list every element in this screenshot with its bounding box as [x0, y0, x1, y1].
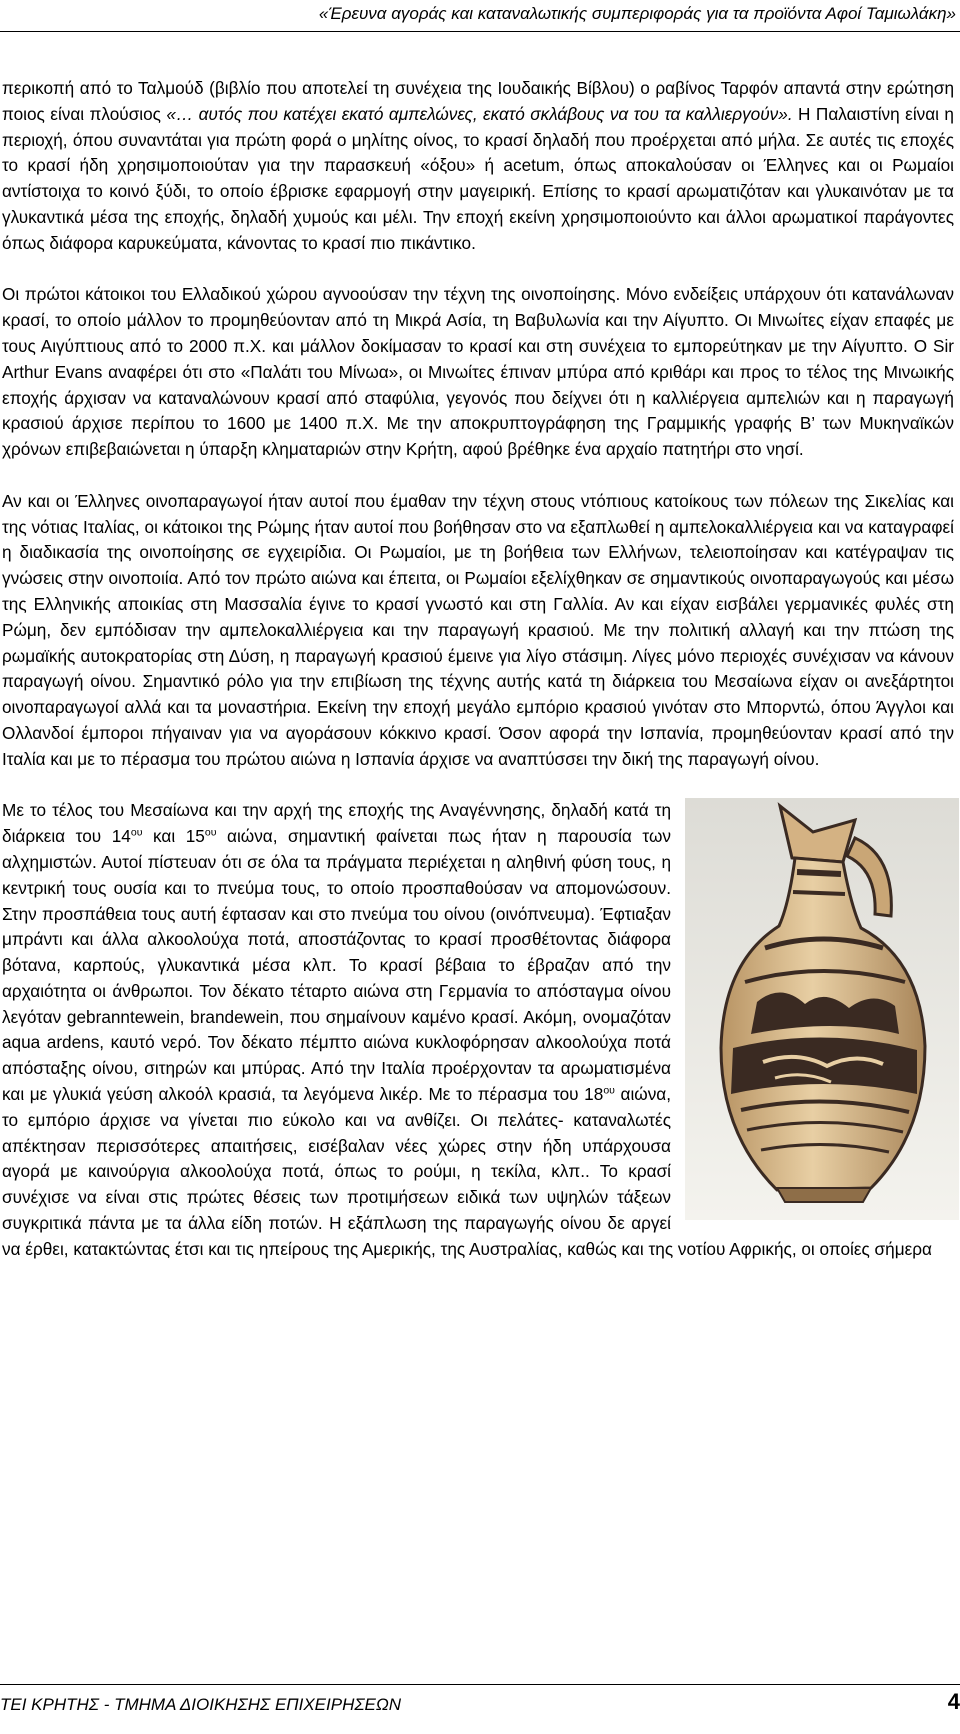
running-header: «Έρευνα αγοράς και καταναλωτικής συμπεριφοράς για τα προϊόντα Αφοί Ταμιωλάκη»: [318, 4, 956, 23]
paragraph-1-start: περικοπή από το Ταλμούδ (βιβλίο που αποτελεί τη συνέχεια της Ιουδαικής Βίβλου) ο ραβίνος Ταρφόν απαντά στην ερώτηση ποιος είναι πλούσιος: [2, 78, 954, 124]
ordinal-suffix: ου: [204, 826, 217, 839]
minoan-jug-figure: [685, 798, 959, 1220]
header-rule: [0, 31, 960, 32]
page-number: 4: [947, 1689, 960, 1714]
paragraph-2: Οι πρώτοι κάτοικοι του Ελλαδικού χώρου αγνοούσαν την τέχνη της οινοποίησης. Μόνο ενδείξεις υπάρχουν ότι κατανάλωναν κρασί, το οποίο μάλλον το προμηθεύονταν από τη Μικρά Ασία, τη Βαβυλωνία και την Αίγυπτο. Οι Μινωίτες είχαν επαφές με τους Αιγύπτιους από το 2000 π.Χ. και μάλλον δοκίμασαν το κρασί και στη συνέχεια το εμπορεύτηκαν με την Αίγυπτο. Ο Sir Arthur Evans αναφέρει ότι στο «Παλάτι του Μίνωα», οι Μινωίτες έπιναν μπύρα από κριθάρι και προς το τέλος της Μινωικής εποχής άρχισαν να καταναλώνουν κρασί από σταφύλια, γεγονός που δείχνει ότι η καλλιέργεια αμπελιών και η παραγωγή κρασιού άρχισε περίπου το 1600 με 1400 π.Χ. Με την αποκρυπτογράφηση της Γραμμικής γραφής Β’ των Μυκηναϊκών χρόνων επιβεβαιώνεται η ύπαρξη κληματαριών στην Κρήτη, αφού βρέθηκε ένα αρχαίο πατητήρι στο νησί.: [2, 284, 954, 460]
ordinal-suffix: ου: [130, 826, 143, 839]
body-text: [2, 76, 954, 1288]
paragraph-1-end: Η Παλαιστίνη είναι η περιοχή, όπου συναντάται για πρώτη φορά ο μηλίτης οίνος, το κρασί δηλαδή που προέρχεται από μήλα. Σε αυτές τις εποχές το κρασί ήδη χρησιμοποιούταν για την παρασκευή «όξου» ή acetum, όπως αποκαλούσαν οι Έλληνες και οι Ρωμαίοι αντίστοιχα το κοινό ξύδι, το οποίο έβρισκε εφαρμογή στην μαγειρική. Επίσης το κρασί αρωματιζόταν και γλυκαινόταν με τα γλυκαντικά μέσα της εποχής, δηλαδή χυμούς και μέλι. Την εποχή εκείνη χρησιμοποιούντο και άλλοι αρωματικοί παράγοντες όπως διάφορα καρυκεύματα, κάνοντας το κρασί πιο πικάντικο.: [2, 103, 954, 253]
ordinal-suffix: ου: [603, 1084, 615, 1097]
paragraph-1: [2, 76, 954, 257]
minoan-jug-image: [685, 798, 959, 1220]
paragraph-3: Αν και οι Έλληνες οινοπαραγωγοί ήταν αυτοί που έμαθαν την τέχνη στους ντόπιους κατοίκους των πόλεων της Σικελίας και της νότιας Ιταλίας, οι κάτοικοι της Ρώμης ήταν αυτοί που βοήθησαν στο να εξαπλωθεί η αμπελοκαλλιέργεια και να καταγραφεί η διαδικασία της οινοποίησης σε εγχειρίδια. Οι Ρωμαίοι, με τη βοήθεια των Ελλήνων, τελειοποίησαν και κατέγραψαν τις γνώσεις στην οινοποιία. Από τον πρώτο αιώνα και έπειτα, οι Ρωμαίοι εξελίχθηκαν σε σημαντικούς οινοπαραγωγούς και μέσω της Ελληνικής αποικίας στη Μασσαλία έγινε το κρασί γνωστό και στη Γαλλία. Αν και είχαν εισβάλει γερμανικές φυλές στη Ρώμη, δεν εμπόδισαν την αμπελοκαλλιέργεια και την παραγωγή κρασιού. Με την πολιτική αλλαγή και την πτώση της ρωμαϊκής αυτοκρατορίας στη Δύση, η παραγωγή κρασιού έμεινε για λίγο στάσιμη. Λίγες μόνο περιοχές συνέχισαν να κάνουν παραγωγή οίνου. Σημαντικό ρόλο για την επιβίωση της τέχνης αυτής κατά τη διάρκεια του Μεσαίωνα είχαν οι ανεξάρτητοι οινοπαραγωγοί αλλά και τα μοναστήρια. Εκείνη την εποχή μεγάλο εμπόριο κρασιού γινόταν στο Μπορντώ, όπου Άγγλοι και Ολλανδοί έμποροι πήγαιναν για να αγοράσουν κόκκινο κρασί. Όσον αφορά την Ισπανία, προμηθεύονταν κρασί από την Ιταλία και με το πέρασμα του πρώτου αιώνα η Ισπανία άρχισε να αναπτύσσει την δική της παραγωγή οίνου.: [2, 490, 954, 769]
talmud-quote: «… αυτός που κατέχει εκατό αμπελώνες, εκατό σκλάβους να του τα καλλιεργούν».: [166, 103, 793, 124]
footer-rule: [0, 1684, 960, 1685]
footer-institution: ΤΕΙ ΚΡΗΤΗΣ - ΤΜΗΜΑ ΔΙΟΙΚΗΣΗΣ ΕΠΙΧΕΙΡΗΣΕΩΝ: [0, 1695, 402, 1714]
paragraph-4: Με το τέλος του Μεσαίωνα και την αρχή της εποχής της Αναγέννησης, δηλαδή κατά τη διάρκεια του $14^{o\upsilon}$ και $15^{o\upsilon}$ αιώνα, σημαντική φαίνεται πως ήταν η παρουσία των αλχημιστών. Αυτοί πίστευαν ότι σε όλα τα πράγματα περιέχεται η αληθινή φύση τους, η κεντρική τους ουσία και το πνεύμα τους, το οποίο προσπαθούσαν να απομονώσουν. Στην προσπάθεια τους αυτή έφτασαν και στο πνεύμα του οίνου (οινόπνευμα). Έφτιαξαν μπράντι και άλλα αλκοολούχα ποτά, αποστάζοντας το κρασί προσθέτοντας διάφορα βότανα, καρπούς, γλυκαντικά μέσα κλπ. Το κρασί βέβαια το έβραζαν από την αρχαιότητα οι άνθρωποι. Τον δέκατο τέταρτο αιώνα στη Γερμανία το απόσταγμα οίνου λεγόταν gebranntewein, brandewein, που σημαίνουν καμένο κρασί. Ακόμη, ονομαζόταν aqua ardens, καυτό νερό. Τον δέκατο πέμπτο αιώνα κυκλοφόρησαν αλκοολούχα ποτά απόσταξης οίνου, σιτηρών και μπύρας. Από την Ιταλία προέρχονταν τα αρωματισμένα και με γλυκιά γεύση αλκοόλ κρασιά, τα λεγόμενα λικέρ. Με το πέρασμα του $18^{o\upsilon}$ αιώνα, το εμπόριο άρχισε να γίνεται πιο εύκολο και να ανθίζει. Οι πελάτες- καταναλωτές απέκτησαν περισσότερες απαιτήσεις, εισέβαλαν νέες χώρες στην ήδη υπάρχουσα αγορά με καινούργια αλκοολούχα ποτά, όπως το ρούμι, η τεκίλα, κλπ.. Το κρασί συνέχισε να είναι στις πρώτες θέσεις των προτιμήσεων ειδικά των υψηλών τάξεων συγκριτικά πάντα με τα άλλα είδη ποτών. Η εξάπλωση της παραγωγής οίνου δε αργεί να έρθει, κατακτώντας έτσι και τις ηπείρους της Αμερικής, της Αυστραλίας, καθώς και της νοτίου Αφρικής, οι οποίες σήμερα: [2, 800, 932, 1259]
